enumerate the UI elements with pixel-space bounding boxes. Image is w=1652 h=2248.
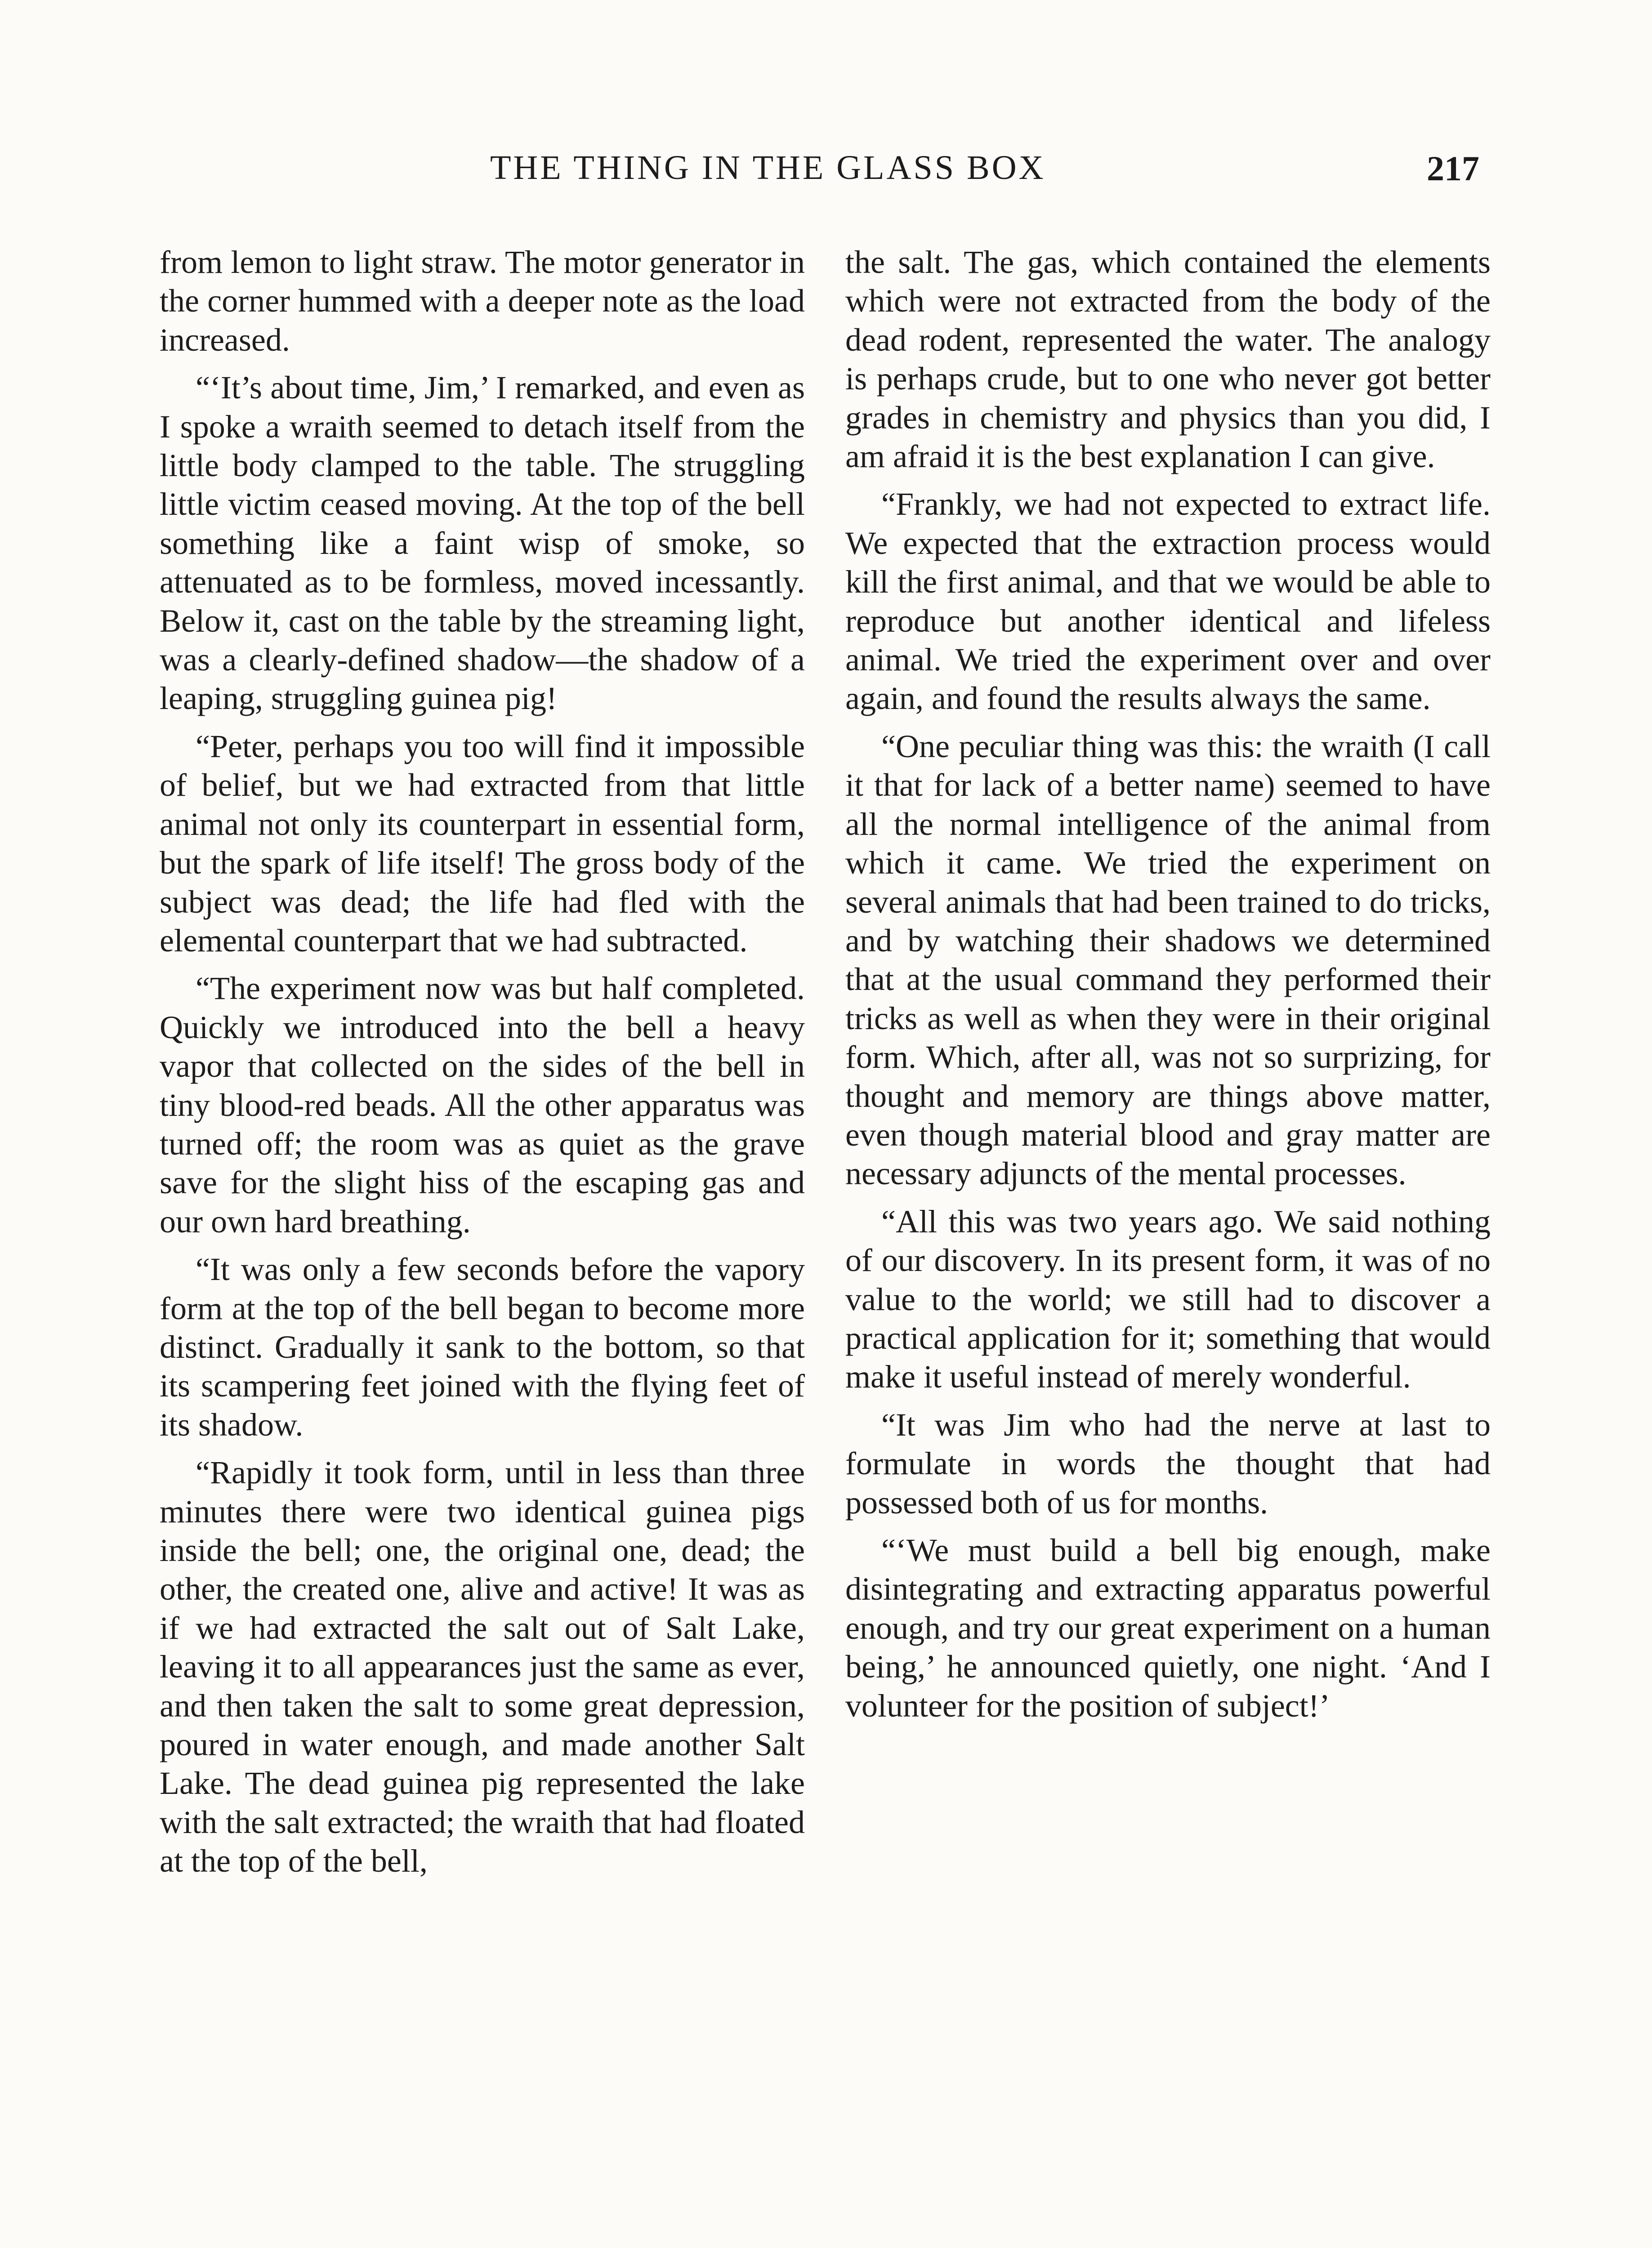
running-title: THE THING IN THE GLASS BOX [490, 149, 1046, 187]
paragraph: “It was only a few seconds before the vapory form at the top of the bell began to become more distinct. Gradually it sank to the bottom, so that its scampering feet joined with the flying feet of its shadow. [160, 1251, 805, 1443]
page-number: 217 [1427, 149, 1479, 188]
left-column [160, 243, 805, 1890]
paragraph: “‘It’s about time, Jim,’ I remarked, and even as I spoke a wraith seemed to detach itself from the little body clamped to the table. The struggling little victim ceased moving. At the top of the bell something like a faint wisp of smoke, so attenuated as to be formless, moved incessantly. Below it, cast on the table by the streaming light, was a clearly-defined shadow—the shadow of a leaping, struggling guinea pig! [160, 370, 805, 717]
paragraph: “One peculiar thing was this: the wraith (I call it that for lack of a better name) seemed to have all the normal intelligence of the animal from which it came. We tried the experiment on several animals that had been trained to do tricks, and by watching their shadows we determined that at the usual command they performed their tricks as well as when they were in their original form. Which, after all, was not so surprizing, for thought and memory are things above matter, even though material blood and gray matter are necessary adjuncts of the mental processes. [845, 728, 1491, 1192]
paragraph: “‘We must build a bell big enough, make disintegrating and extracting apparatus powerful enough, and try our great experiment on a human being,’ he announced quietly, one night. ‘And I volunteer for the position of subject!’ [845, 1532, 1491, 1724]
paragraph: “All this was two years ago. We said nothing of our discovery. In its present form, it was of no value to the world; we still had to discover a practical application for it; something that would make it useful instead of merely wonderful. [845, 1203, 1491, 1395]
paragraph: the salt. The gas, which contained the elements which were not extracted from the body of the dead rodent, represented the water. The analogy is perhaps crude, but to one who never got better grades in chemistry and physics than you did, I am afraid it is the best explanation I can give. [845, 244, 1491, 475]
paragraph: “Frankly, we had not expected to extract life. We expected that the extraction process would kill the first animal, and that we would be able to reproduce but another identical and lifeless animal. We tried the experiment over and over again, and found the results always the same. [845, 486, 1491, 717]
paragraph: “The experiment now was but half completed. Quickly we introduced into the bell a heavy vapor that collected on the sides of the bell in tiny blood-red beads. All the other apparatus was turned off; the room was as quiet as the grave save for the slight hiss of the escaping gas and our own hard breathing. [160, 970, 805, 1240]
paragraph: “Rapidly it took form, until in less than three minutes there were two identical guinea pigs inside the bell; one, the original one, dead; the other, the created one, alive and active! It was as if we had extracted the salt out of Salt Lake, leaving it to all appearances just the same as ever, and then taken the salt to some great depression, poured in water enough, and made another Salt Lake. The dead guinea pig represented the lake with the salt extracted; the wraith that had floated at the top of the bell, [160, 1454, 805, 1879]
running-head [157, 148, 1479, 198]
paragraph: “Peter, perhaps you too will find it impossible of belief, but we had extracted from that little animal not only its counterpart in essential form, but the spark of life itself! The gross body of the subject was dead; the life had fled with the elemental counterpart that we had subtracted. [160, 728, 805, 959]
right-column [845, 243, 1491, 1734]
paragraph: “It was Jim who had the nerve at last to formulate in words the thought that had possessed both of us for months. [845, 1406, 1491, 1521]
paragraph: from lemon to light straw. The motor generator in the corner hummed with a deeper note as the load increased. [160, 244, 805, 358]
